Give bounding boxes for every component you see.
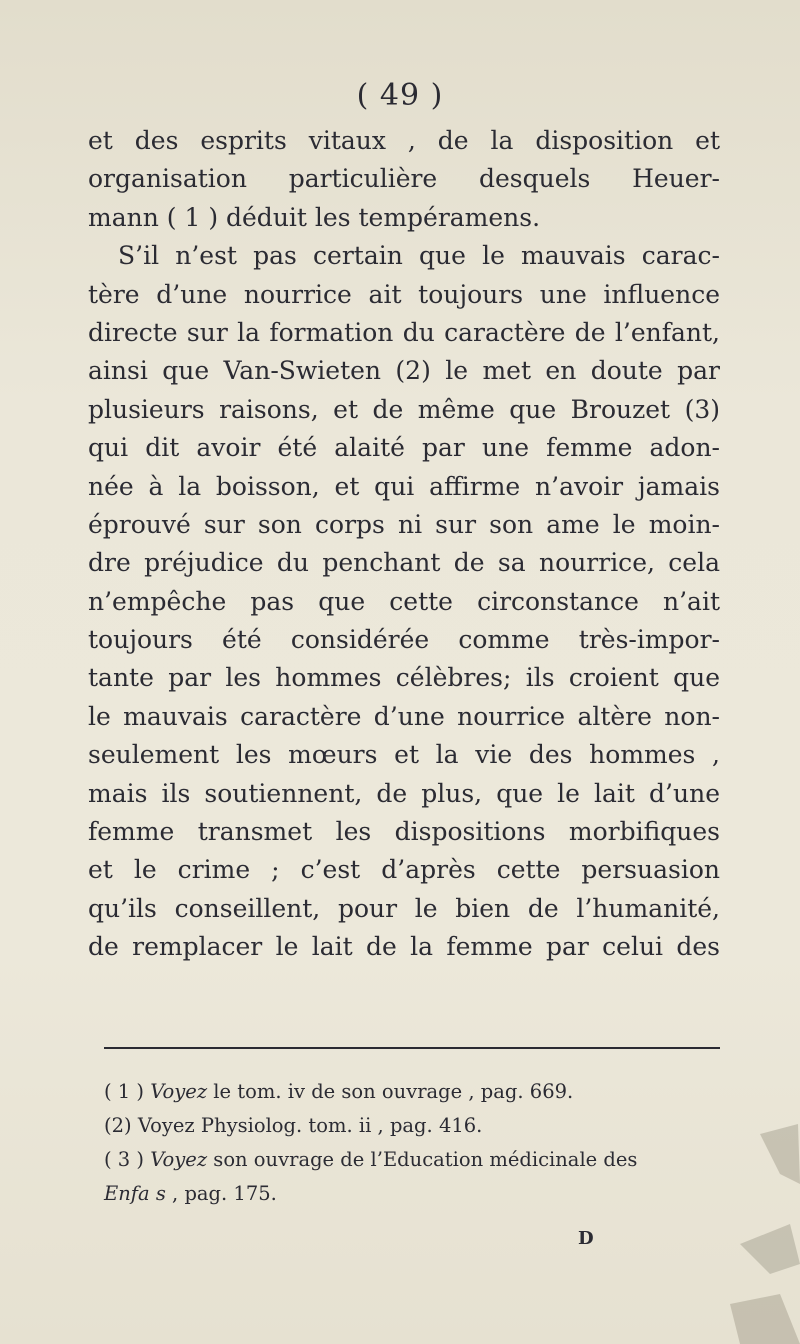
text-line: qui dit avoir été alaité par une femme adon- xyxy=(88,433,720,463)
text-line: éprouvé sur son corps ni sur son ame le moin- xyxy=(88,509,720,539)
text-line: tante par les hommes célèbres; ils croient que xyxy=(88,663,720,693)
signature-mark: D xyxy=(578,1228,594,1249)
footnote-text: , pag. 175. xyxy=(165,1182,277,1205)
text-line: et le crime ; c’est d’après cette persuasion xyxy=(88,855,720,885)
footnote-marker: ( 3 ) xyxy=(104,1148,145,1171)
footnote-text: le tom. iv de son ouvrage , pag. 669. xyxy=(207,1080,574,1103)
footnote-italic: Enfa s xyxy=(104,1182,166,1205)
footnote xyxy=(104,1075,724,1109)
body-text xyxy=(88,122,720,967)
footnote-italic: Voyez xyxy=(150,1148,208,1171)
text-line: mais ils soutiennent, de plus, que le lait d’une xyxy=(88,778,720,808)
footnote-text: Voyez Physiolog. tom. ii , pag. 416. xyxy=(131,1114,483,1137)
text-line: qu’ils conseillent, pour le bien de l’humanité, xyxy=(88,893,720,923)
text-line: seulement les mœurs et la vie des hommes , xyxy=(88,740,720,770)
footnote-italic: Voyez xyxy=(150,1080,208,1103)
footnotes xyxy=(104,1075,724,1211)
page-number: ( 49 ) xyxy=(356,78,444,113)
text-line: toujours été considérée comme très-impor- xyxy=(88,625,720,655)
text-line: directe sur la formation du caractère de l’enfant, xyxy=(88,317,720,347)
text-line: née à la boisson, et qui affirme n’avoir jamais xyxy=(88,471,720,501)
text-line: S’il n’est pas certain que le mauvais carac- xyxy=(118,241,720,271)
text-line: organisation particulière desquels Heuer- xyxy=(88,164,720,194)
footnote-marker: ( 1 ) xyxy=(104,1080,145,1103)
text-line: le mauvais caractère d’une nourrice altère non- xyxy=(88,701,720,731)
text-line: plusieurs raisons, et de même que Brouzet (3) xyxy=(88,394,720,424)
text-line: dre préjudice du penchant de sa nourrice, cela xyxy=(88,548,720,578)
text-line: de remplacer le lait de la femme par celui des xyxy=(88,932,720,962)
text-line: tère d’une nourrice ait toujours une influence xyxy=(88,279,720,309)
text-line: femme transmet les dispositions morbifiques xyxy=(88,817,720,847)
footnote-marker: (2) xyxy=(104,1114,132,1137)
footnote xyxy=(104,1143,724,1177)
page-stain xyxy=(720,1124,800,1344)
footnote-continuation xyxy=(104,1177,724,1211)
footnote xyxy=(104,1109,724,1143)
text-line: et des esprits vitaux , de la disposition et xyxy=(88,126,720,155)
footnote-rule xyxy=(104,1047,720,1049)
text-line: ainsi que Van-Swieten (2) le met en doute par xyxy=(88,356,720,386)
text-line: mann ( 1 ) déduit les tempéramens. xyxy=(88,202,541,232)
text-line: n’empêche pas que cette circonstance n’ait xyxy=(88,586,720,616)
footnote-text: son ouvrage de l’Education médicinale des xyxy=(207,1148,638,1171)
